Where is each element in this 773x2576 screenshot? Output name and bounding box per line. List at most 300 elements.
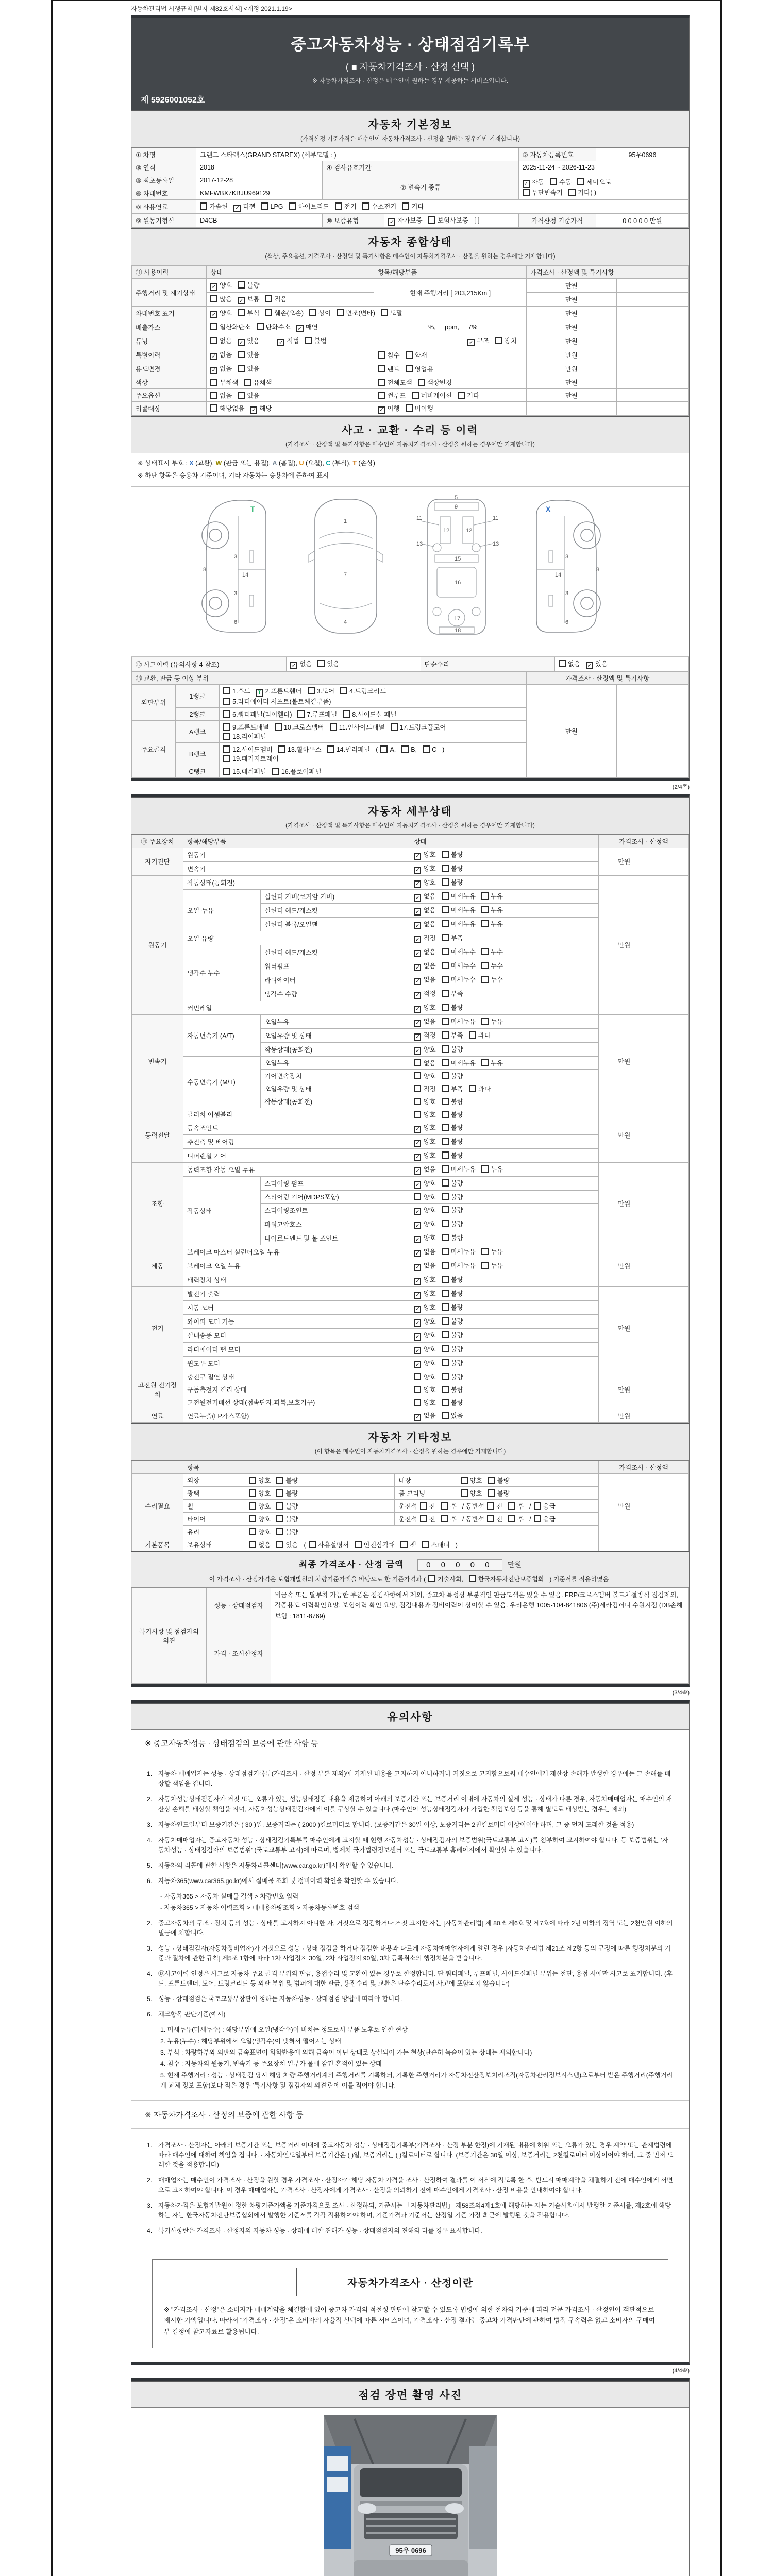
- checkbox-label: 수소전기: [372, 203, 397, 210]
- checkbox-icon: [442, 1386, 449, 1393]
- checkbox-label: 13.휠하우스: [287, 745, 322, 753]
- cell: [207, 334, 374, 348]
- checkbox-label: 없음: [567, 660, 580, 668]
- cell: [207, 348, 374, 362]
- checkbox-option: [261, 202, 283, 210]
- checkbox-label: 누수: [490, 962, 503, 970]
- checkbox-option: [442, 1150, 463, 1160]
- checkbox-option: [534, 1501, 556, 1511]
- notice-number: 5.: [147, 1995, 153, 2003]
- checkbox-option: [481, 1164, 503, 1174]
- checkbox-checked-icon: ✓: [290, 662, 297, 669]
- checkbox-icon: [343, 710, 350, 718]
- checkbox-label: 미세누수: [450, 976, 476, 984]
- checkbox-icon: [423, 745, 430, 753]
- svg-text:1: 1: [344, 518, 347, 524]
- cell: [410, 1176, 598, 1190]
- cell: A랭크: [176, 720, 220, 742]
- section-title: 점검 장면 촬영 사진: [358, 2389, 462, 2402]
- checkbox-icon: [414, 1373, 421, 1380]
- notice-number: 4.: [147, 2227, 153, 2234]
- checkbox-option: [414, 1192, 435, 1201]
- checkbox-option: [442, 1372, 463, 1381]
- checkbox-option: [523, 188, 563, 197]
- checkbox-option: [210, 294, 232, 303]
- cell: [410, 931, 598, 945]
- notice-item: [147, 2010, 674, 2020]
- table-row: [132, 684, 689, 707]
- cell: [410, 1042, 598, 1056]
- svg-text:3: 3: [565, 553, 569, 560]
- cell: 브레이크 오일 누유: [183, 1259, 410, 1273]
- price-definition-body: ※ "가격조사 · 산정"은 소비자가 매매계약을 체결함에 있어 중고차 가격의 적절성 판단에 참고할 수 있도록 법령에 의한 절차와 기준에 따라 전문 가격조사 · 산정인이 객관적으로 제시한 가액입니다. 따라서 "가격조사 · 산정"은 소비자의 자율적 선택에 따른 서비스이며, 가격조사 · 산정 결과는 중고차 가격판단에 관하여 법적 구속력은 없고 소비자의 구매여부 결정에 참고자료로 활용됩니다.: [164, 2306, 655, 2335]
- checkbox-option: [210, 378, 238, 387]
- checkbox-label: 전: [429, 1502, 435, 1510]
- cell: 수동변속기 (M/T): [183, 1056, 261, 1108]
- checkbox-icon: [442, 1085, 449, 1092]
- cell: [650, 1473, 688, 1538]
- cell: 조향: [132, 1162, 183, 1245]
- checkbox-icon: [289, 202, 296, 210]
- table-row: [132, 848, 689, 861]
- svg-text:6: 6: [234, 619, 238, 625]
- checkbox-label: 없음: [423, 948, 436, 956]
- cell: 실내송풍 모터: [183, 1328, 410, 1342]
- cell: [410, 917, 598, 931]
- checkbox-label: 미세누유: [450, 1059, 476, 1067]
- cell: 만원: [526, 684, 616, 777]
- checkbox-checked-icon: ✓: [210, 367, 217, 374]
- checkbox-label: 보험사보증: [437, 217, 469, 224]
- cell: [616, 684, 688, 777]
- checkbox-icon: [340, 687, 347, 694]
- checkbox-label: 양호: [423, 1373, 436, 1381]
- checkbox-label: 후: [517, 1502, 524, 1510]
- damage-mark-box-icon: T: [256, 689, 263, 697]
- checkbox-option: [442, 877, 463, 887]
- checkbox-icon: [481, 892, 489, 900]
- checkbox-icon: [481, 1262, 489, 1269]
- checkbox-label: 누유: [490, 1165, 503, 1173]
- checkbox-option: [276, 1476, 298, 1485]
- checkbox-label: 누유: [490, 920, 503, 928]
- checkbox-option: [414, 877, 435, 888]
- checkbox-label: 불량: [450, 1303, 463, 1311]
- checkbox-label: 적정: [423, 1085, 436, 1093]
- cell: 작동상태(공회전): [261, 1042, 410, 1056]
- checkbox-label: 양호: [423, 1045, 436, 1053]
- checkbox-option: [508, 1514, 524, 1523]
- checkbox-option: [414, 1164, 435, 1175]
- checkbox-label: 양호: [423, 1359, 436, 1367]
- notice-number: 2.: [147, 1919, 153, 1927]
- checkbox-option: [265, 308, 304, 317]
- cell: [410, 1328, 598, 1342]
- checkbox-option: [442, 1330, 463, 1340]
- checkbox-option: [414, 1084, 435, 1093]
- cell: 전기: [132, 1286, 183, 1370]
- checkbox-label: 양호: [423, 1138, 436, 1145]
- doc-subnote: ※ 자동차가격조사 · 산정은 매수인이 원하는 경우 제공하는 서비스입니다.: [312, 77, 509, 84]
- checkbox-checked-icon: ✓: [210, 311, 217, 318]
- table-row: [132, 1623, 689, 1684]
- checkbox-icon: [442, 1098, 449, 1105]
- checkbox-option: [402, 201, 424, 211]
- notice-text: 체크항목 판단기준(예시): [158, 2011, 226, 2019]
- price-definition-box: [152, 2259, 668, 2348]
- checkbox-icon: [414, 1085, 421, 1092]
- checkbox-checked-icon: ✓: [414, 1208, 421, 1215]
- checkbox-option: [481, 891, 503, 901]
- cell: 광택: [183, 1486, 245, 1499]
- checkbox-option: [559, 659, 580, 668]
- checkbox-option: [481, 905, 503, 914]
- cell: 실린더 블록/오일팬: [261, 917, 410, 931]
- notice-number: 5.: [147, 1861, 153, 1869]
- cell: [650, 1286, 688, 1370]
- cell: 수리필요: [132, 1473, 183, 1538]
- checkbox-label: 불량: [450, 1359, 463, 1367]
- checkbox-label: 렌트: [387, 366, 400, 373]
- checkbox-label: 보통: [247, 296, 260, 303]
- svg-text:16: 16: [455, 579, 461, 586]
- header-cell: 가격조사 · 산정액: [598, 835, 688, 848]
- cell: [410, 945, 598, 959]
- svg-text:7: 7: [344, 571, 347, 578]
- cell: 스티어링 기어(MDPS포함): [261, 1190, 410, 1203]
- table-row: [132, 1108, 689, 1121]
- checkbox-label: 16.플로어패널: [281, 768, 322, 775]
- checkbox-option: [223, 754, 279, 763]
- checkbox-option: [442, 1003, 463, 1012]
- notice-text: 매매업자는 매수인이 가격조사 · 산정을 원할 경우 가격조사 · 산정자가 해당 자동차 가격을 조사 · 산정하여 결과를 이 서식에 적도록 한 후, 반드시 매매계약을 체결하기 전에 매수인에게 서면으로 고지하여야 합니다. 이 경우 매매업자는 가격조사 · 산정자에게 가격조사 · 산정을 의뢰하기 전에 매수인에게 가격조사 · 산정 비용을 안내하여야 합니다.: [158, 2176, 673, 2194]
- checkbox-icon: [487, 1502, 494, 1510]
- cell: 비금속 또는 탈부착 가능한 부품은 점검사항에서 제외, 중고차 특성상 부분적인 판금도색은 있을 수 있음. FRP/크로스멤버 볼트체결방식 점검제외, 각종용도 이력확인요망, 보험이력 확인 요망, 점검내용과 정비이력이 상이할 수 있음. 우리은행 1005-104-841806 (주)세라컴퍼니 수원지점 (DB손해보험 : 1811-8769): [271, 1588, 689, 1623]
- checkbox-option: [442, 1411, 463, 1420]
- checkbox-label: 후: [517, 1515, 524, 1523]
- table-row: [132, 161, 689, 174]
- table-row: [132, 671, 689, 684]
- section-title: 자동차 종합상태: [368, 236, 452, 248]
- table-row: [132, 348, 689, 362]
- checkbox-option: [391, 722, 446, 732]
- cell: 주요옵션: [132, 389, 207, 402]
- checkbox-option: [461, 1488, 482, 1498]
- checkbox-label: 3.도어: [316, 687, 335, 695]
- checkbox-option: [442, 1084, 463, 1093]
- checkbox-label: 누수: [490, 976, 503, 984]
- checkbox-checked-icon: ✓: [586, 662, 593, 669]
- checkbox-option: [414, 863, 435, 874]
- checkbox-label: C: [432, 745, 437, 753]
- cell: [207, 279, 374, 293]
- checkbox-label: 없음: [423, 962, 436, 970]
- checkbox-option: [414, 905, 435, 916]
- cell: 만원: [526, 362, 616, 376]
- checkbox-label: 양호: [258, 1489, 271, 1497]
- checkbox-option: [442, 1385, 463, 1394]
- final-price-amount: 0 0 0 0 0: [417, 1559, 502, 1571]
- cell: [518, 174, 688, 200]
- section-accident-header: [131, 416, 689, 453]
- checkbox-label: 없음: [423, 1018, 436, 1025]
- checkbox-label: 있음: [450, 1412, 463, 1419]
- checkbox-icon: [414, 1399, 421, 1406]
- checkbox-label: 양호: [423, 1290, 436, 1297]
- notice-number: 6.: [147, 1877, 153, 1885]
- checkbox-option: [461, 1476, 482, 1485]
- cell: [207, 307, 527, 320]
- cell: 현재 주행거리 [ 203,215Km ]: [374, 279, 526, 307]
- page-mark-3: (3/4쪽): [672, 1690, 690, 1697]
- checkbox-icon: [442, 1151, 449, 1159]
- checkbox-label: 양호: [423, 1206, 436, 1214]
- checkbox-checked-icon: ✓: [414, 1333, 421, 1341]
- checkbox-label: 양호: [220, 310, 232, 317]
- cell: 색상: [132, 376, 207, 389]
- checkbox-icon: [442, 962, 449, 969]
- svg-text:3: 3: [565, 590, 569, 597]
- checkbox-option: [442, 933, 463, 942]
- checkbox-icon: [442, 1124, 449, 1131]
- svg-text:3: 3: [234, 590, 238, 597]
- checkbox-icon: [223, 723, 230, 731]
- table-row: [132, 320, 689, 334]
- checkbox-icon: [442, 1059, 449, 1066]
- checkbox-icon: [469, 1085, 476, 1092]
- checkbox-label: 하이브리드: [298, 203, 329, 210]
- cell: [410, 1231, 598, 1245]
- basic-info-table: [131, 148, 689, 228]
- cell: 와이퍼 모터 기능: [183, 1314, 410, 1328]
- checkbox-label: 불량: [247, 282, 260, 289]
- checkbox-checked-icon: ✓: [414, 1126, 421, 1133]
- cell: [616, 279, 688, 293]
- cell: [410, 1409, 598, 1422]
- notice-item: [147, 1769, 674, 1789]
- legend-line-1: [131, 453, 689, 470]
- checkbox-checked-icon: ✓: [414, 853, 421, 860]
- checkbox-icon: [378, 392, 385, 399]
- checkbox-option: [442, 1205, 463, 1214]
- checkbox-option: [550, 177, 572, 187]
- cell: [220, 742, 527, 765]
- svg-text:4: 4: [344, 619, 347, 625]
- checkbox-option: [414, 1316, 435, 1327]
- checkbox-label: 양호: [258, 1477, 271, 1484]
- cell: 만원: [598, 1014, 650, 1108]
- checkbox-checked-icon: ✓: [414, 978, 421, 985]
- checkbox-icon: [559, 660, 566, 667]
- cell: [220, 684, 527, 707]
- checkbox-label: 누유: [490, 892, 503, 900]
- notice-subtext: - 자동차365 > 자동차 실매물 검색 > 차량번호 입력: [160, 1892, 299, 1900]
- cell: C랭크: [176, 765, 220, 777]
- checkbox-option: [289, 201, 329, 211]
- legend-desc: (교환),: [193, 460, 216, 467]
- checkbox-option: [223, 697, 331, 706]
- svg-text:6: 6: [565, 619, 569, 625]
- cell: 오일 누유: [183, 889, 261, 931]
- cell: [245, 1512, 395, 1525]
- checkbox-icon: [488, 1489, 495, 1497]
- checkbox-label: 없음: [220, 392, 232, 399]
- checkbox-label: 양호: [423, 1399, 436, 1406]
- cell: ⑧ 사용연료: [132, 200, 196, 214]
- legend-desc: (흠집),: [277, 460, 299, 467]
- notice-text: 성능 · 상태점검은 국토교통부장관이 정하는 자동차성능 · 상태점검 방법에 따라야 합니다.: [158, 1995, 402, 2003]
- svg-text:14: 14: [555, 571, 562, 578]
- checkbox-option: [223, 722, 269, 732]
- table-row: [132, 402, 689, 416]
- cell: 기어변속장치: [261, 1069, 410, 1082]
- checkbox-option: [423, 745, 436, 753]
- checkbox-option: [414, 891, 435, 902]
- cell: [410, 1095, 598, 1108]
- checkbox-icon: [402, 202, 409, 210]
- cell: 오일유량 및 상태: [261, 1082, 410, 1095]
- cell: [457, 1473, 598, 1486]
- checkbox-option: [378, 350, 399, 360]
- checkbox-option: [418, 378, 452, 387]
- checkbox-option: [309, 308, 331, 317]
- checkbox-icon: [442, 1262, 449, 1269]
- checkbox-label: 불량: [450, 1386, 463, 1394]
- cell: [207, 293, 374, 307]
- checkbox-label: 안전삼각대: [364, 1541, 395, 1549]
- cell: ② 자동차등록번호: [518, 148, 596, 161]
- checkbox-icon: [442, 1111, 449, 1118]
- checkbox-label: 구조: [477, 337, 490, 345]
- cell: 변속기: [132, 1014, 183, 1108]
- car-diagram-underbody: [416, 495, 499, 634]
- svg-text:8: 8: [596, 566, 600, 573]
- table-row: [132, 266, 689, 279]
- notices-subhead-1: ※ 중고자동차성능 · 상태점검의 보증에 관한 사항 등: [131, 1730, 689, 1757]
- checkbox-icon: [442, 990, 449, 997]
- checkbox-label: 불량: [285, 1515, 298, 1523]
- notice-subtext: - 자동차365 > 자동차 이력조회 > 매매용차량조회 > 자동차등록번호 검색: [160, 1904, 359, 1911]
- checkbox-icon: [278, 745, 285, 753]
- checkbox-option: [256, 686, 302, 697]
- cell: [650, 1014, 688, 1108]
- cell: ① 차명: [132, 148, 196, 161]
- checkbox-label: 양호: [258, 1528, 271, 1536]
- cell: [245, 1473, 395, 1486]
- cell: 워터펌프: [261, 959, 410, 973]
- inspection-photo-front: [324, 2415, 497, 2576]
- notice-item: [147, 1861, 674, 1871]
- checkbox-option: [249, 1540, 271, 1549]
- checkbox-label: 부식: [247, 310, 260, 317]
- checkbox-label: 양호: [423, 1098, 436, 1106]
- checkbox-label: 전체도색: [387, 379, 412, 386]
- checkbox-label: 있음: [285, 1541, 298, 1549]
- final-price-unit: 만원: [508, 1560, 522, 1569]
- checkbox-checked-icon: ✓: [414, 922, 421, 929]
- checkbox-icon: [210, 404, 217, 412]
- checkbox-option: [442, 1247, 476, 1256]
- checkbox-label: 불량: [450, 1290, 463, 1297]
- cell: 특별이력: [132, 348, 207, 362]
- checkbox-option: [577, 177, 611, 187]
- checkbox-option: [469, 1084, 491, 1093]
- cell: [245, 1525, 599, 1538]
- cell: [410, 973, 598, 987]
- checkbox-label: 없음: [220, 351, 232, 359]
- cell: [410, 1134, 598, 1148]
- checkbox-option: [414, 1150, 435, 1161]
- checkbox-label: 불량: [450, 1124, 463, 1131]
- checkbox-label: 있음: [247, 351, 260, 359]
- section-note: (가격조사 · 산정액 및 특기사항은 매수인이 자동차가격조사 · 산정을 원하는 경우에만 기재합니다): [285, 442, 535, 448]
- notice-item: [147, 1820, 674, 1830]
- cell: [220, 707, 527, 720]
- section-title: 사고 · 교환 · 수리 등 이력: [342, 425, 479, 436]
- checkbox-label: 적법: [287, 337, 299, 345]
- checkbox-label: 누유: [490, 1059, 503, 1067]
- checkbox-label: 4.트렁크리드: [349, 687, 386, 695]
- notice-text: ⑫사고이력 인정은 사고로 자동차 주요 골격 부위의 판금, 용접수리 및 교환이 있는 경우로 한정합니다. 단 쿼터패널, 루프패널, 사이드실패널 부위는 절단, 용접 시에만 사고로 표기합니다. (후드, 프론트펜더, 도어, 트렁크리드 등 외판 부위 및 범퍼에 대한 판금, 용접수리 및 교환은 단순수리로서 사고에 포함되지 않습니다): [158, 1970, 673, 1988]
- cell: [410, 1082, 598, 1095]
- checkbox-label: 매연: [305, 324, 318, 331]
- page-3: [131, 1700, 690, 2365]
- checkbox-label: 네비게이션: [421, 392, 452, 399]
- cell: 오일누유: [261, 1014, 410, 1028]
- notices-subhead-2: ※ 자동차가격조사 · 산정의 보증에 관한 사항 등: [131, 2100, 689, 2129]
- checkbox-option: [362, 201, 396, 211]
- checkbox-option: [406, 350, 427, 360]
- notice-number: 4.: [147, 1836, 153, 1844]
- checkbox-label: 미세누유: [450, 1248, 476, 1256]
- checkbox-icon: [442, 1331, 449, 1338]
- checkbox-label: 있음: [247, 337, 260, 345]
- cell: [410, 875, 598, 889]
- checkbox-option: [442, 850, 463, 859]
- document-sheet: [51, 0, 722, 2576]
- cell: 파워고압호스: [261, 1217, 410, 1231]
- checkbox-icon: [297, 710, 305, 718]
- cell: 그랜드 스타렉스(GRAND STAREX) (세부모델 : ): [196, 148, 519, 161]
- cell: 용도변경: [132, 362, 207, 376]
- checkbox-icon: [461, 1477, 468, 1484]
- checkbox-icon: [223, 745, 230, 753]
- checkbox-option: [249, 1501, 271, 1511]
- checkbox-label: 색상변경: [427, 379, 452, 386]
- checkbox-label: 가솔린: [209, 203, 228, 210]
- cell: 구동축전지 격리 상태: [183, 1383, 410, 1396]
- checkbox-icon: [412, 392, 419, 399]
- cell: 외장: [183, 1473, 245, 1486]
- checkbox-icon: [442, 1276, 449, 1283]
- checkbox-label: 9.프론트패널: [232, 723, 269, 731]
- table-row: [132, 1245, 689, 1259]
- checkbox-label: 없음: [220, 337, 232, 345]
- checkbox-label: LPG: [270, 203, 283, 210]
- cell: [410, 1056, 598, 1069]
- cell: 유리: [183, 1525, 245, 1538]
- checkbox-label: 디젤: [243, 203, 256, 210]
- cell: ⑥ 차대번호: [132, 187, 196, 200]
- section-note: (색상, 주요옵션, 가격조사 · 산정액 및 특기사항은 매수인이 자동차가격조사 · 산정을 원하는 경우에만 기재합니다): [265, 253, 556, 260]
- checkbox-option: [278, 744, 322, 754]
- checkbox-option: [420, 1514, 435, 1523]
- checkbox-icon: [442, 1193, 449, 1200]
- legend-code-U: U: [299, 460, 304, 467]
- checkbox-label: 불량: [450, 1111, 463, 1118]
- checkbox-icon: [378, 379, 385, 386]
- checkbox-option: [487, 1514, 502, 1523]
